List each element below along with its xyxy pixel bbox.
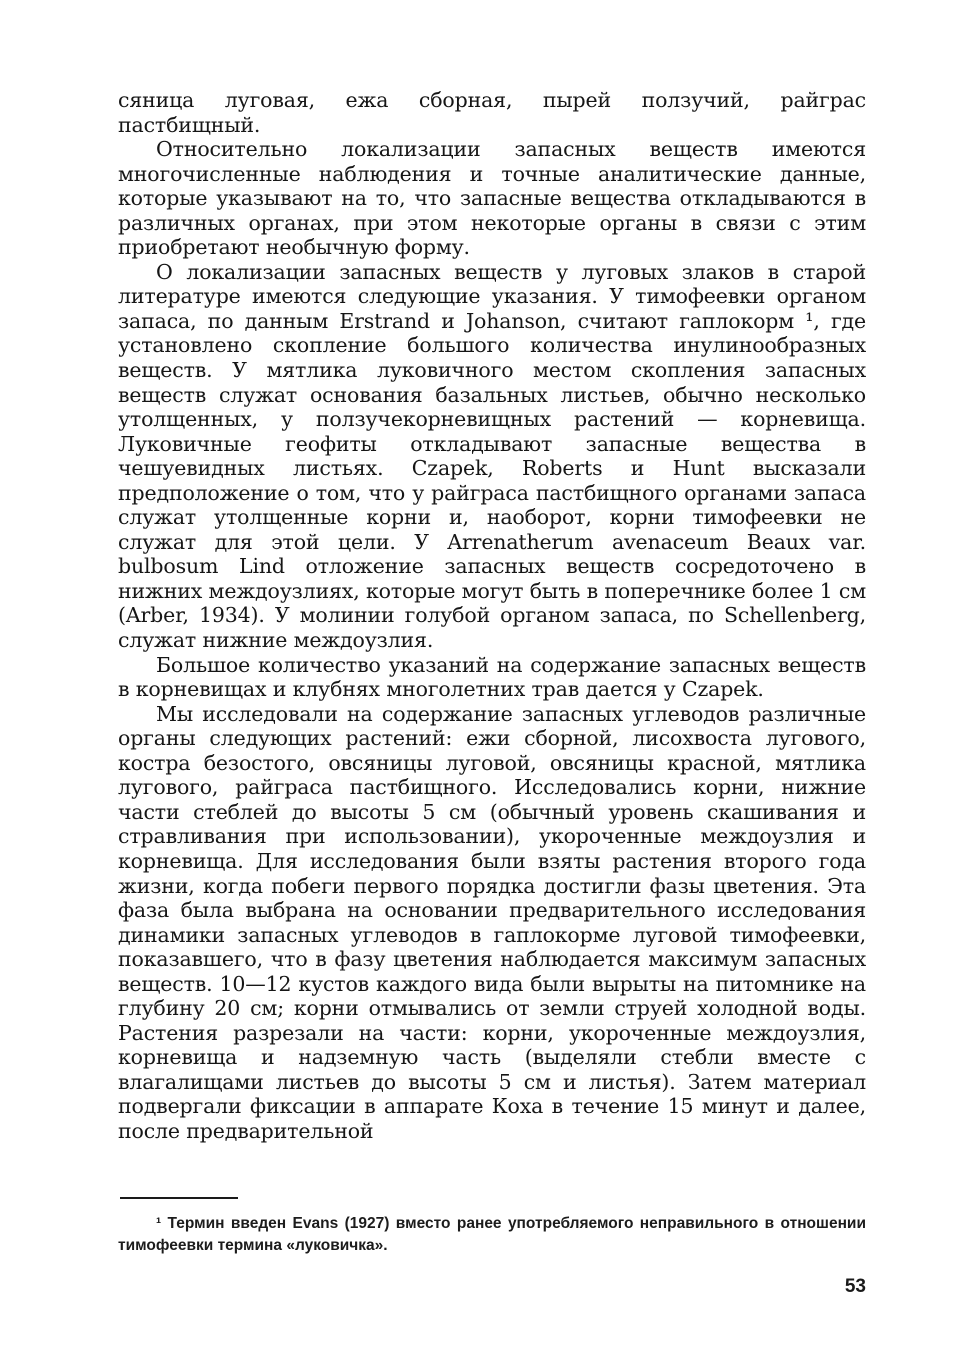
paragraph-literature-review: О локализации запасных веществ у луговых злаков в старой литературе имеются следующие указания. У тимофеевки органом запаса, по данным Erstrand и Johanson, считают гаплокорм ¹, где установлено скопление большого количества инулинообразных веществ. У мятлика луковичного местом скопления запасных веществ служат основания базальных листьев, обычно несколько утолщенных, у ползучекорневищных растений — корневища. Луковичные геофиты откладывают запасные вещества в чешуевидных листьях. Czapek, Roberts и Hunt высказали предположение о том, что у райграса пастбищного органами запаса служат утолщенные корни и, наоборот, корни тимофеевки не служат для этой цели. У Arrenatherum avenaceum Beaux var. bulbosum Lind отложение запасных веществ сосредоточено в нижних междоузлиях, которые могут быть в поперечнике более 1 см (Arber, 1934). У молинии голубой органом запаса, по Schellenberg, служат нижние междоузлия.	[118, 259, 866, 653]
page-body	[118, 88, 866, 1144]
paragraph-methods: Мы исследовали на содержание запасных углеводов различные органы следующих растений: ежи сборной, лисохвоста лугового, костра безостого, овсяницы луговой, овсяницы красной, мятлика лугового, райграса пастбищного. Исследовались корни, нижние части стеблей до высоты 5 см (обычный уровень скашивания и стравливания при использовании), укороченные междоузлия и корневища. Для исследования были взяты растения второго года жизни, когда побеги первого порядка достигли фазы цветения. Эта фаза была выбрана на основании предварительного исследования динамики запасных углеводов в гаплокорме луговой тимофеевки, показавшего, что в фазу цветения наблюдается максимум запасных веществ. 10—12 кустов каждого вида были вырыты на питомнике на глубину 20 см; корни отмывались от земли струей холодной воды. Растения разрезали на части: корни, укороченные междоузлия, корневища и надземную часть (выделяли стебли вместе с влагалищами листьев до высоты 5 см и листья). Затем материал подвергали фиксации в аппарате Коха в течение 15 минут и далее, после предварительной	[118, 701, 866, 1143]
footnote: ¹ Термин введен Evans (1927) вместо ранее употребляемого неправильного в отношении тимофеевки термина «луковичка».	[118, 1215, 866, 1254]
paragraph-czapek-reference: Большое количество указаний на содержание запасных веществ в корневищах и клубнях многолетних трав дается у Czapek.	[118, 652, 866, 702]
paragraph-continuation: сяница луговая, ежа сборная, пырей ползучий, райграс пастбищный.	[118, 88, 866, 137]
footnote-divider	[120, 1197, 238, 1199]
paragraph-localization-observations: Относительно локализации запасных веществ имеются многочисленные наблюдения и точные аналитические данные, которые указывают на то, что запасные вещества откладываются в различных органах, при этом некоторые органы в связи с этим приобретают необычную форму.	[118, 137, 866, 260]
page-number: 53	[844, 1276, 866, 1297]
